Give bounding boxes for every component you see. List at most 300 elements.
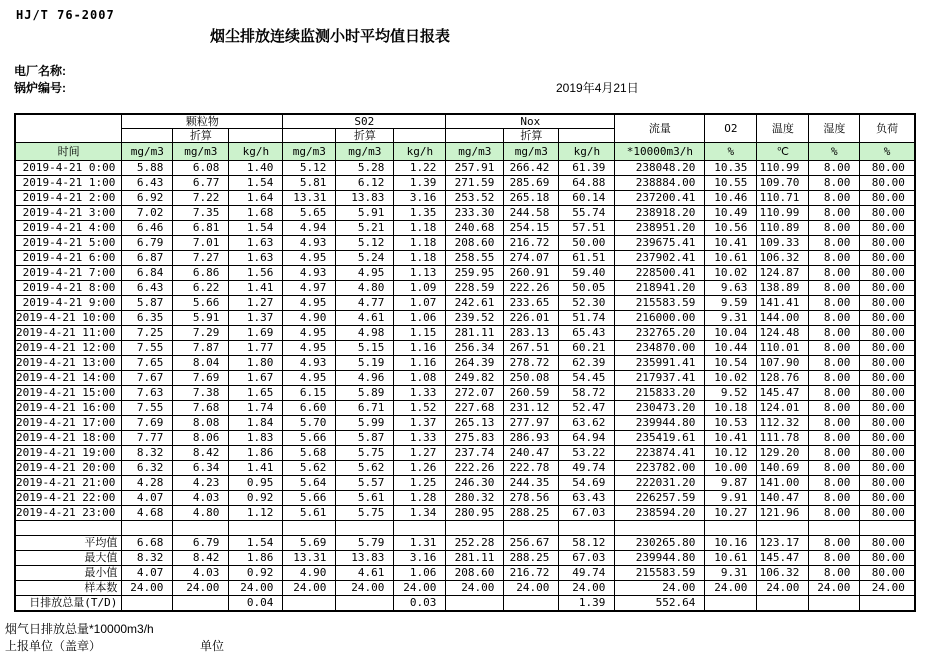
value-cell: 107.90 (757, 356, 809, 371)
value-cell: 10.16 (705, 536, 757, 551)
table-row (15, 236, 915, 251)
value-cell: 5.12 (283, 161, 336, 176)
value-cell: 5.81 (283, 176, 336, 191)
value-cell: 9.31 (705, 566, 757, 581)
value-cell: 8.00 (809, 176, 860, 191)
value-cell: 8.00 (809, 476, 860, 491)
value-cell: 222.26 (504, 281, 559, 296)
value-cell (283, 521, 336, 536)
units-header-row (15, 143, 915, 161)
time-cell: 2019-4-21 22:00 (15, 491, 122, 506)
time-header-spacer (15, 114, 122, 143)
value-cell: 52.30 (559, 296, 615, 311)
value-cell: 10.27 (705, 506, 757, 521)
spacer-row (15, 521, 915, 536)
value-cell: 8.00 (809, 536, 860, 551)
value-cell: 226257.59 (615, 491, 705, 506)
value-cell: 237.74 (446, 446, 504, 461)
value-cell: 140.69 (757, 461, 809, 476)
col-group-particulate: 颗粒物 (122, 114, 283, 129)
value-cell: 6.32 (122, 461, 173, 476)
value-cell: 59.40 (559, 266, 615, 281)
value-cell: 4.93 (283, 266, 336, 281)
value-cell: 227.68 (446, 401, 504, 416)
value-cell: 267.51 (504, 341, 559, 356)
value-cell: 237902.41 (615, 251, 705, 266)
value-cell: 7.01 (173, 236, 229, 251)
value-cell: 65.43 (559, 326, 615, 341)
value-cell: 1.77 (229, 341, 283, 356)
value-cell: 80.00 (860, 416, 915, 431)
value-cell: 1.39 (559, 596, 615, 612)
value-cell: 124.87 (757, 266, 809, 281)
value-cell: 13.83 (336, 191, 394, 206)
value-cell: 223782.00 (615, 461, 705, 476)
value-cell: 1.31 (394, 536, 446, 551)
value-cell: 5.99 (336, 416, 394, 431)
table-row (15, 176, 915, 191)
time-cell: 2019-4-21 19:00 (15, 446, 122, 461)
value-cell: 1.52 (394, 401, 446, 416)
col-group-flow: 流量 (615, 114, 705, 143)
value-cell: 64.88 (559, 176, 615, 191)
report-unit-label: 上报单位（盖章） (5, 639, 102, 653)
unit-so2-kgh: kg/h (394, 143, 446, 161)
value-cell: 0.92 (229, 491, 283, 506)
unit-label: 单位 (200, 639, 225, 653)
table-row (15, 251, 915, 266)
value-cell: 24.00 (394, 581, 446, 596)
value-cell: 4.95 (283, 341, 336, 356)
value-cell: 24.00 (336, 581, 394, 596)
value-cell: 80.00 (860, 176, 915, 191)
value-cell: 6.79 (173, 536, 229, 551)
value-cell (173, 596, 229, 612)
value-cell: 110.01 (757, 341, 809, 356)
value-cell: 51.74 (559, 311, 615, 326)
value-cell: 238594.20 (615, 506, 705, 521)
value-cell (336, 596, 394, 612)
summary-label-cell (15, 521, 122, 536)
value-cell: 80.00 (860, 161, 915, 176)
value-cell: 7.77 (122, 431, 173, 446)
value-cell: 24.00 (809, 581, 860, 596)
value-cell: 1.54 (229, 536, 283, 551)
value-cell: 1.07 (394, 296, 446, 311)
time-cell: 2019-4-21 14:00 (15, 371, 122, 386)
value-cell: 24.00 (757, 581, 809, 596)
time-cell: 2019-4-21 9:00 (15, 296, 122, 311)
value-cell: 1.15 (394, 326, 446, 341)
summary-label-cell: 日排放总量(T/D) (15, 596, 122, 612)
value-cell (809, 596, 860, 612)
value-cell: 80.00 (860, 266, 915, 281)
value-cell (860, 521, 915, 536)
value-cell: 1.69 (229, 326, 283, 341)
table-row (15, 461, 915, 476)
value-cell: 228.59 (446, 281, 504, 296)
value-cell: 244.58 (504, 206, 559, 221)
value-cell: 10.55 (705, 176, 757, 191)
summary-label-cell: 平均值 (15, 536, 122, 551)
value-cell: 10.56 (705, 221, 757, 236)
value-cell: 62.39 (559, 356, 615, 371)
value-cell: 5.66 (283, 431, 336, 446)
value-cell (336, 521, 394, 536)
value-cell: 123.17 (757, 536, 809, 551)
time-cell: 2019-4-21 17:00 (15, 416, 122, 431)
value-cell: 288.25 (504, 506, 559, 521)
value-cell: 1.18 (394, 251, 446, 266)
value-cell: 8.00 (809, 461, 860, 476)
value-cell: 64.94 (559, 431, 615, 446)
value-cell: 1.25 (394, 476, 446, 491)
value-cell (122, 596, 173, 612)
value-cell: 7.67 (122, 371, 173, 386)
value-cell: 58.72 (559, 386, 615, 401)
value-cell (504, 596, 559, 612)
value-cell: 8.00 (809, 326, 860, 341)
time-cell: 2019-4-21 3:00 (15, 206, 122, 221)
value-cell: 24.00 (446, 581, 504, 596)
value-cell: 121.96 (757, 506, 809, 521)
value-cell: 230473.20 (615, 401, 705, 416)
value-cell: 1.37 (229, 311, 283, 326)
value-cell: 239944.80 (615, 416, 705, 431)
value-cell: 50.05 (559, 281, 615, 296)
value-cell: 49.74 (559, 461, 615, 476)
value-cell: 8.00 (809, 551, 860, 566)
value-cell: 140.47 (757, 491, 809, 506)
value-cell: 7.63 (122, 386, 173, 401)
value-cell: 1.68 (229, 206, 283, 221)
value-cell: 61.51 (559, 251, 615, 266)
value-cell: 1.83 (229, 431, 283, 446)
value-cell: 5.19 (336, 356, 394, 371)
value-cell: 233.30 (446, 206, 504, 221)
value-cell: 4.28 (122, 476, 173, 491)
value-cell: 7.22 (173, 191, 229, 206)
value-cell: 7.29 (173, 326, 229, 341)
table-row (15, 401, 915, 416)
value-cell: 7.02 (122, 206, 173, 221)
value-cell: 215583.59 (615, 296, 705, 311)
value-cell: 124.48 (757, 326, 809, 341)
value-cell: 5.69 (283, 536, 336, 551)
value-cell: 60.14 (559, 191, 615, 206)
value-cell: 5.75 (336, 506, 394, 521)
value-cell: 228500.41 (615, 266, 705, 281)
table-row (15, 221, 915, 236)
value-cell: 6.12 (336, 176, 394, 191)
value-cell: 8.32 (122, 446, 173, 461)
value-cell: 281.11 (446, 326, 504, 341)
col-group-temperature: 温度 (757, 114, 809, 143)
value-cell: 80.00 (860, 536, 915, 551)
value-cell: 1.40 (229, 161, 283, 176)
value-cell: 6.77 (173, 176, 229, 191)
value-cell: 24.00 (615, 581, 705, 596)
time-cell: 2019-4-21 10:00 (15, 311, 122, 326)
value-cell: 80.00 (860, 491, 915, 506)
value-cell: 7.25 (122, 326, 173, 341)
value-cell: 57.51 (559, 221, 615, 236)
table-row (15, 356, 915, 371)
value-cell: 7.65 (122, 356, 173, 371)
value-cell: 24.00 (229, 581, 283, 596)
value-cell: 264.39 (446, 356, 504, 371)
value-cell: 112.32 (757, 416, 809, 431)
col-group-humidity: 湿度 (809, 114, 860, 143)
value-cell: 13.31 (283, 191, 336, 206)
value-cell: 111.78 (757, 431, 809, 446)
value-cell: 7.38 (173, 386, 229, 401)
boiler-no-label: 锅炉编号: (14, 81, 66, 95)
standard-number: HJ/T 76-2007 (16, 8, 115, 22)
value-cell: 5.64 (283, 476, 336, 491)
value-cell: 5.88 (122, 161, 173, 176)
value-cell: 5.75 (336, 446, 394, 461)
summary-label-cell: 最大值 (15, 551, 122, 566)
value-cell: 1.13 (394, 266, 446, 281)
value-cell: 80.00 (860, 281, 915, 296)
value-cell: 274.07 (504, 251, 559, 266)
value-cell: 1.27 (394, 446, 446, 461)
value-cell: 6.84 (122, 266, 173, 281)
table-row (15, 431, 915, 446)
value-cell: 8.00 (809, 191, 860, 206)
value-cell: 10.61 (705, 251, 757, 266)
value-cell: 246.30 (446, 476, 504, 491)
value-cell: 256.67 (504, 536, 559, 551)
value-cell: 7.27 (173, 251, 229, 266)
value-cell: 4.95 (283, 251, 336, 266)
value-cell: 3.16 (394, 191, 446, 206)
value-cell: 286.93 (504, 431, 559, 446)
value-cell: 7.55 (122, 341, 173, 356)
value-cell: 222.78 (504, 461, 559, 476)
table-row (15, 476, 915, 491)
so2-kgh-spacer (394, 129, 446, 143)
value-cell: 1.63 (229, 236, 283, 251)
value-cell: 1.63 (229, 251, 283, 266)
value-cell: 6.68 (122, 536, 173, 551)
value-cell: 1.86 (229, 551, 283, 566)
value-cell: 216000.00 (615, 311, 705, 326)
time-cell: 2019-4-21 0:00 (15, 161, 122, 176)
value-cell: 60.21 (559, 341, 615, 356)
value-cell: 3.16 (394, 551, 446, 566)
summary-row (15, 566, 915, 581)
time-cell: 2019-4-21 7:00 (15, 266, 122, 281)
group-header-row (15, 114, 915, 129)
report-date: 2019年4月21日 (556, 81, 639, 95)
value-cell: 1.33 (394, 386, 446, 401)
value-cell: 265.18 (504, 191, 559, 206)
value-cell: 55.74 (559, 206, 615, 221)
table-row (15, 386, 915, 401)
table-body (15, 161, 915, 612)
value-cell: 80.00 (860, 506, 915, 521)
value-cell: 1.84 (229, 416, 283, 431)
value-cell: 67.03 (559, 551, 615, 566)
value-cell: 1.56 (229, 266, 283, 281)
value-cell: 1.16 (394, 341, 446, 356)
table-row (15, 326, 915, 341)
value-cell: 1.18 (394, 236, 446, 251)
value-cell: 80.00 (860, 356, 915, 371)
value-cell: 8.00 (809, 236, 860, 251)
value-cell: 4.80 (336, 281, 394, 296)
value-cell: 54.45 (559, 371, 615, 386)
value-cell: 0.92 (229, 566, 283, 581)
value-cell: 80.00 (860, 251, 915, 266)
value-cell: 4.07 (122, 566, 173, 581)
value-cell: 8.00 (809, 281, 860, 296)
table-row (15, 446, 915, 461)
value-cell: 4.97 (283, 281, 336, 296)
value-cell: 24.00 (173, 581, 229, 596)
value-cell: 8.00 (809, 401, 860, 416)
value-cell: 10.18 (705, 401, 757, 416)
value-cell: 67.03 (559, 506, 615, 521)
value-cell: 1.06 (394, 311, 446, 326)
value-cell: 80.00 (860, 476, 915, 491)
value-cell: 1.39 (394, 176, 446, 191)
value-cell (446, 596, 504, 612)
value-cell: 10.04 (705, 326, 757, 341)
value-cell: 124.01 (757, 401, 809, 416)
value-cell: 80.00 (860, 566, 915, 581)
nox-converted-label: 折算 (504, 129, 559, 143)
value-cell: 8.42 (173, 551, 229, 566)
time-header: 时间 (15, 143, 122, 161)
value-cell: 138.89 (757, 281, 809, 296)
time-cell: 2019-4-21 6:00 (15, 251, 122, 266)
time-cell: 2019-4-21 16:00 (15, 401, 122, 416)
value-cell: 0.04 (229, 596, 283, 612)
value-cell: 233.65 (504, 296, 559, 311)
value-cell: 256.34 (446, 341, 504, 356)
time-cell: 2019-4-21 15:00 (15, 386, 122, 401)
value-cell: 5.66 (173, 296, 229, 311)
value-cell: 1.80 (229, 356, 283, 371)
so2-converted-label: 折算 (336, 129, 394, 143)
value-cell: 10.00 (705, 461, 757, 476)
value-cell: 6.79 (122, 236, 173, 251)
value-cell: 10.35 (705, 161, 757, 176)
value-cell: 80.00 (860, 461, 915, 476)
value-cell: 217937.41 (615, 371, 705, 386)
value-cell: 6.46 (122, 221, 173, 236)
value-cell (122, 521, 173, 536)
value-cell: 8.00 (809, 206, 860, 221)
value-cell: 238918.20 (615, 206, 705, 221)
value-cell: 239944.80 (615, 551, 705, 566)
table-row (15, 296, 915, 311)
value-cell: 5.28 (336, 161, 394, 176)
value-cell: 0.95 (229, 476, 283, 491)
unit-so2-converted-mgm3: mg/m3 (336, 143, 394, 161)
value-cell: 275.83 (446, 431, 504, 446)
value-cell: 10.02 (705, 371, 757, 386)
value-cell: 4.68 (122, 506, 173, 521)
value-cell: 1.54 (229, 221, 283, 236)
value-cell: 10.49 (705, 206, 757, 221)
value-cell: 281.11 (446, 551, 504, 566)
value-cell: 1.22 (394, 161, 446, 176)
value-cell: 1.06 (394, 566, 446, 581)
value-cell: 1.86 (229, 446, 283, 461)
value-cell: 239675.41 (615, 236, 705, 251)
time-cell: 2019-4-21 18:00 (15, 431, 122, 446)
value-cell: 266.42 (504, 161, 559, 176)
value-cell: 80.00 (860, 551, 915, 566)
value-cell: 5.15 (336, 341, 394, 356)
value-cell: 238884.00 (615, 176, 705, 191)
value-cell: 242.61 (446, 296, 504, 311)
value-cell: 252.28 (446, 536, 504, 551)
value-cell: 230265.80 (615, 536, 705, 551)
value-cell: 8.42 (173, 446, 229, 461)
value-cell: 52.47 (559, 401, 615, 416)
value-cell (809, 521, 860, 536)
value-cell: 110.89 (757, 221, 809, 236)
nox-raw-spacer (446, 129, 504, 143)
value-cell: 208.60 (446, 566, 504, 581)
value-cell: 8.00 (809, 506, 860, 521)
value-cell: 216.72 (504, 236, 559, 251)
time-cell: 2019-4-21 5:00 (15, 236, 122, 251)
value-cell: 9.52 (705, 386, 757, 401)
value-cell: 50.00 (559, 236, 615, 251)
value-cell: 6.71 (336, 401, 394, 416)
value-cell: 80.00 (860, 371, 915, 386)
value-cell: 24.00 (860, 581, 915, 596)
value-cell: 208.60 (446, 236, 504, 251)
value-cell (173, 521, 229, 536)
value-cell: 5.61 (283, 506, 336, 521)
value-cell: 10.44 (705, 341, 757, 356)
value-cell: 9.31 (705, 311, 757, 326)
summary-label-cell: 样本数 (15, 581, 122, 596)
value-cell: 1.37 (394, 416, 446, 431)
value-cell: 8.00 (809, 386, 860, 401)
value-cell: 257.91 (446, 161, 504, 176)
value-cell: 10.41 (705, 236, 757, 251)
value-cell: 109.70 (757, 176, 809, 191)
value-cell: 265.13 (446, 416, 504, 431)
summary-label-cell: 最小值 (15, 566, 122, 581)
table-row (15, 371, 915, 386)
value-cell: 141.41 (757, 296, 809, 311)
value-cell: 53.22 (559, 446, 615, 461)
value-cell: 5.57 (336, 476, 394, 491)
value-cell: 6.35 (122, 311, 173, 326)
page-title: 烟尘排放连续监测小时平均值日报表 (209, 28, 450, 45)
value-cell: 6.22 (173, 281, 229, 296)
value-cell: 9.63 (705, 281, 757, 296)
value-cell: 4.61 (336, 311, 394, 326)
value-cell: 253.52 (446, 191, 504, 206)
value-cell: 8.06 (173, 431, 229, 446)
pm-converted-label: 折算 (173, 129, 229, 143)
value-cell (229, 521, 283, 536)
value-cell: 6.81 (173, 221, 229, 236)
time-cell: 2019-4-21 1:00 (15, 176, 122, 191)
value-cell: 4.03 (173, 491, 229, 506)
table-row (15, 206, 915, 221)
